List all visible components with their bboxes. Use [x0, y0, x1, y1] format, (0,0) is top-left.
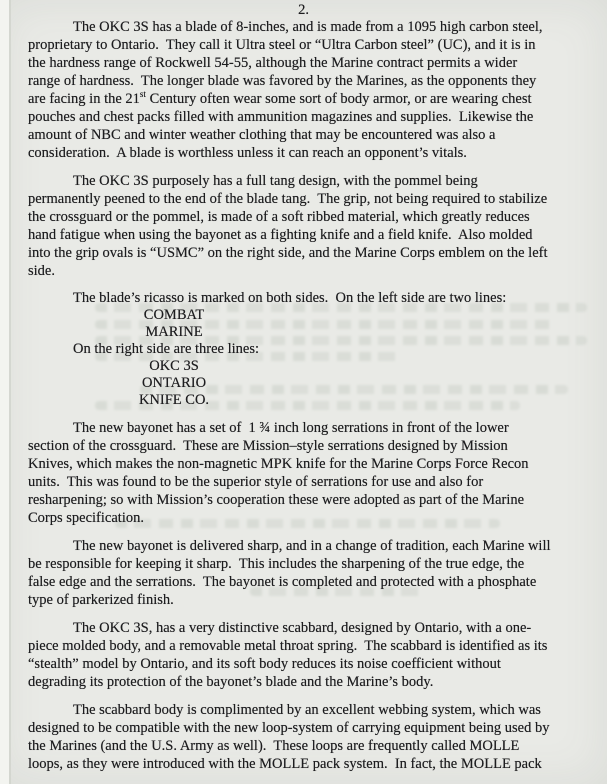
- text-line: proprietary to Ontario. They call it Ultra steel or “Ultra Carbon steel” (UC), and it is in: [28, 37, 536, 53]
- text-line: range of hardness. The longer blade was favored by the Marines, as the opponents they: [28, 73, 537, 89]
- text-line: The OKC 3S purposely has a full tang design, with the pommel being: [73, 173, 478, 189]
- text-line: The scabbard body is complimented by an excellent webbing system, which was: [73, 702, 541, 718]
- text-line: into the grip ovals is “USMC” on the right side, and the Marine Corps emblem on the left: [28, 245, 548, 261]
- text-line: false edge and the serrations. The bayonet is completed and protected with a phosphate: [28, 574, 537, 590]
- text-line: “stealth” model by Ontario, and its soft body reduces its noise coefficient without: [28, 656, 501, 672]
- text-line: side.: [28, 263, 55, 279]
- text-line: are facing in the 21st Century often wear some sort of body armor, or are wearing chest: [28, 89, 532, 107]
- text-line: hand fatigue when using the bayonet as a fighting knife and a field knife. Also molded: [28, 227, 533, 243]
- text-line: The blade’s ricasso is marked on both sides. On the left side are two lines:: [73, 290, 507, 306]
- text-line: Knives, which makes the non-magnetic MPK knife for the Marine Corps Force Recon: [28, 456, 529, 472]
- text-line: consideration. A blade is worthless unless it can reach an opponent’s vitals.: [28, 145, 467, 161]
- text-line: degrading its protection of the bayonet’s blade and the Marine’s body.: [28, 674, 434, 690]
- text-line: OKC 3S: [149, 358, 199, 374]
- text-line: the hardness range of Rockwell 54-55, although the Marine contract permits a wider: [28, 55, 518, 71]
- text-line: be responsible for keeping it sharp. This includes the sharpening of the true edge, the: [28, 556, 525, 572]
- text-line: MARINE: [145, 324, 203, 340]
- text-line: ONTARIO: [141, 375, 207, 391]
- text-line: The new bayonet has a set of 1 ¾ inch long serrations in front of the lower: [73, 420, 509, 436]
- text-line: resharpening; so with Mission’s cooperation these were adopted as part of the Marine: [28, 492, 525, 508]
- text-line: units. This was found to be the superior style of serrations for use and also for: [28, 474, 484, 490]
- text-line: Corps specification.: [28, 510, 144, 526]
- paragraph-1: [28, 18, 595, 162]
- text-line: type of parkerized finish.: [28, 592, 174, 608]
- text-line: The OKC 3S has a blade of 8-inches, and is made from a 1095 high carbon steel,: [73, 19, 543, 35]
- paragraph-2: [28, 172, 595, 280]
- document-body: [0, 18, 607, 773]
- page-number: 2.: [298, 2, 309, 18]
- text-line: permanently peened to the end of the blade tang. The grip, not being required to stabilize: [28, 191, 548, 207]
- text-line: the crossguard or the pommel, is made of a soft ribbed material, which greatly reduces: [28, 209, 530, 225]
- text-line: amount of NBC and winter weather clothing that may be encountered was also a: [28, 127, 496, 143]
- text-line: The OKC 3S, has a very distinctive scabbard, designed by Ontario, with a one-: [73, 620, 532, 636]
- text-line: The new bayonet is delivered sharp, and in a change of tradition, each Marine will: [73, 538, 551, 554]
- text-line: On the right side are three lines:: [73, 341, 260, 357]
- text-line: designed to be compatible with the new loop-system of carrying equipment being used by: [28, 720, 550, 736]
- paragraph-5: [28, 537, 595, 609]
- paragraph-6: [28, 619, 595, 691]
- paragraph-7: [28, 701, 595, 773]
- text-line: loops, as they were introduced with the MOLLE pack system. In fact, the MOLLE pack: [28, 756, 542, 772]
- text-line: section of the crossguard. These are Mission–style serrations designed by Mission: [28, 438, 508, 454]
- text-line: KNIFE CO.: [138, 392, 210, 408]
- paragraph-marks: [28, 290, 595, 409]
- text-line: the Marines (and the U.S. Army as well). These loops are frequently called MOLLE: [28, 738, 520, 754]
- paragraph-4: [28, 419, 595, 527]
- text-line: pouches and chest packs filled with ammunition magazines and supplies. Likewise the: [28, 109, 534, 125]
- text-line: piece molded body, and a removable metal throat spring. The scabbard is identified as its: [28, 638, 548, 654]
- text-line: COMBAT: [143, 307, 205, 323]
